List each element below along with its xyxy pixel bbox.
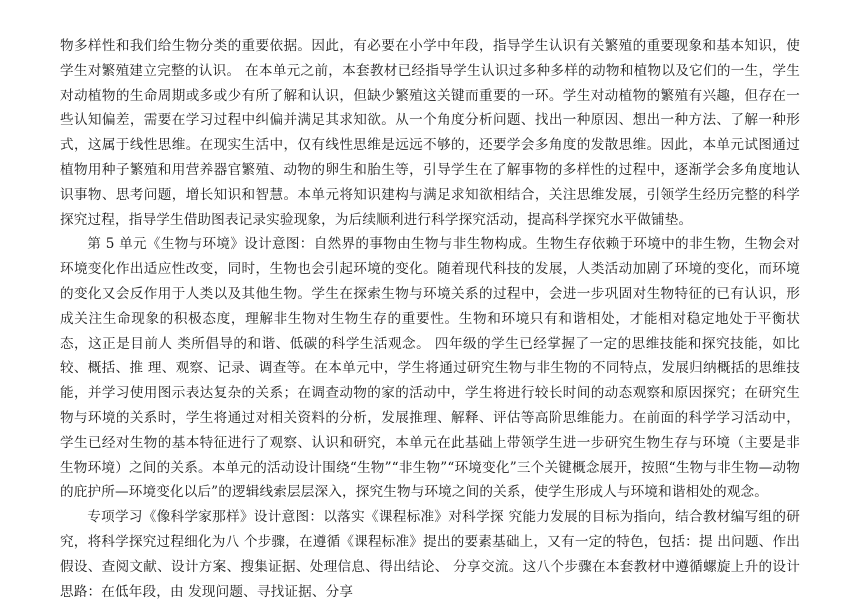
paragraph-unit-5-design-intent: 第 5 单元《生物与环境》设计意图：自然界的事物由生物与非生物构成。生物生存依赖于环境中的非生物，生物会对环境变化作出适应性改变，同时，生物也会引起环境的变化。随着现代科技的发展，人类活动加剧了环境的变化，而环境的变化又会反作用于人类以及其他生物。学生在探索生物与环境关系的过程中，会进一步巩固对生物特征的已有认识，形成关注生命现象的积极态度，理解非生物对生物生存的重要性。生物和环境只有和谐相处，才能相对稳定地处于平衡状态，这正是目前人 类所倡导的和谐、低碳的科学生活观念。 四年级的学生已经掌握了一定的思维技能和探究技能，如比较、概括、推 理、观察、记录、调查等。在本单元中，学生将通过研究生物与非生物的不同特点，发展归纳概括的思维技能，并学习使用图示表达复杂的关系；在调查动物的家的活动中，学生将进行较长时间的动态观察和原因探究；在研究生物与环境的关系时，学生将通过对相关资料的分析，发展推理、解释、评估等高阶思维能力。在前面的科学学习活动中，学生已经对生物的基本特征进行了观察、认识和研究，本单元在此基础上带领学生进一步研究生物生存与环境（主要是非生物环境）之间的关系。本单元的活动设计围绕“生物”“非生物”“环境变化”三个关键概念展开，按照“生物与非生物—动物的庇护所—环境变化以后”的逻辑线索层层深入，探究生物与环境之间的关系，使学生形成人与环境和谐相处的观念。 xyxy=(60,236,800,501)
paragraph-continuation: 物多样性和我们给生物分类的重要依据。因此，有必要在小学中年段，指导学生认识有关繁殖的重要现象和基本知识，使学生对繁殖建立完整的认识。 在本单元之前，本套教材已经指导学生认识过多种多样的动物和植物以及它们的一生，学生对动植物的生命周期或多或少有所了解和认识，但缺少繁殖这关键而重要的一环。学生对动植物的繁殖有兴趣，但存在一些认知偏差，需要在学习过程中纠偏并满足其求知欲。从一个角度分析问题、找出一种原因、想出一种方法、了解一种形式，这属于线性思维。在现实生活中，仅有线性思维是远远不够的，还要学会多角度的发散思维。因此，本单元试图通过植物用种子繁殖和用营养器官繁殖、动物的卵生和胎生等，引导学生在了解事物的多样性的过程中，逐渐学会多角度地认识事物、思考问题，增长知识和智慧。本单元将知识建构与满足求知欲相结合，关注思维发展，引领学生经历完整的科学探究过程，指导学生借助图表记录实验现象，为后续顺利进行科学探究活动，提高科学探究水平做铺垫。 xyxy=(60,38,800,228)
paragraph-special-study-design-intent: 专项学习《像科学家那样》设计意图：以落实《课程标准》对科学探 究能力发展的目标为指向，结合教材编写组的研究，将科学探究过程细化为八 个步骤，在遵循《课程标准》提出的要素基础上，又有一定的特色，包括：提 出问题、作出假设、查阅文献、设计方案、搜集证据、处理信息、得出结论、 分享交流。这八个步骤在本套教材中遵循螺旋上升的设计思路：在低年段，由 发现问题、寻找证据、分享 xyxy=(60,509,800,600)
body-text xyxy=(60,34,800,604)
